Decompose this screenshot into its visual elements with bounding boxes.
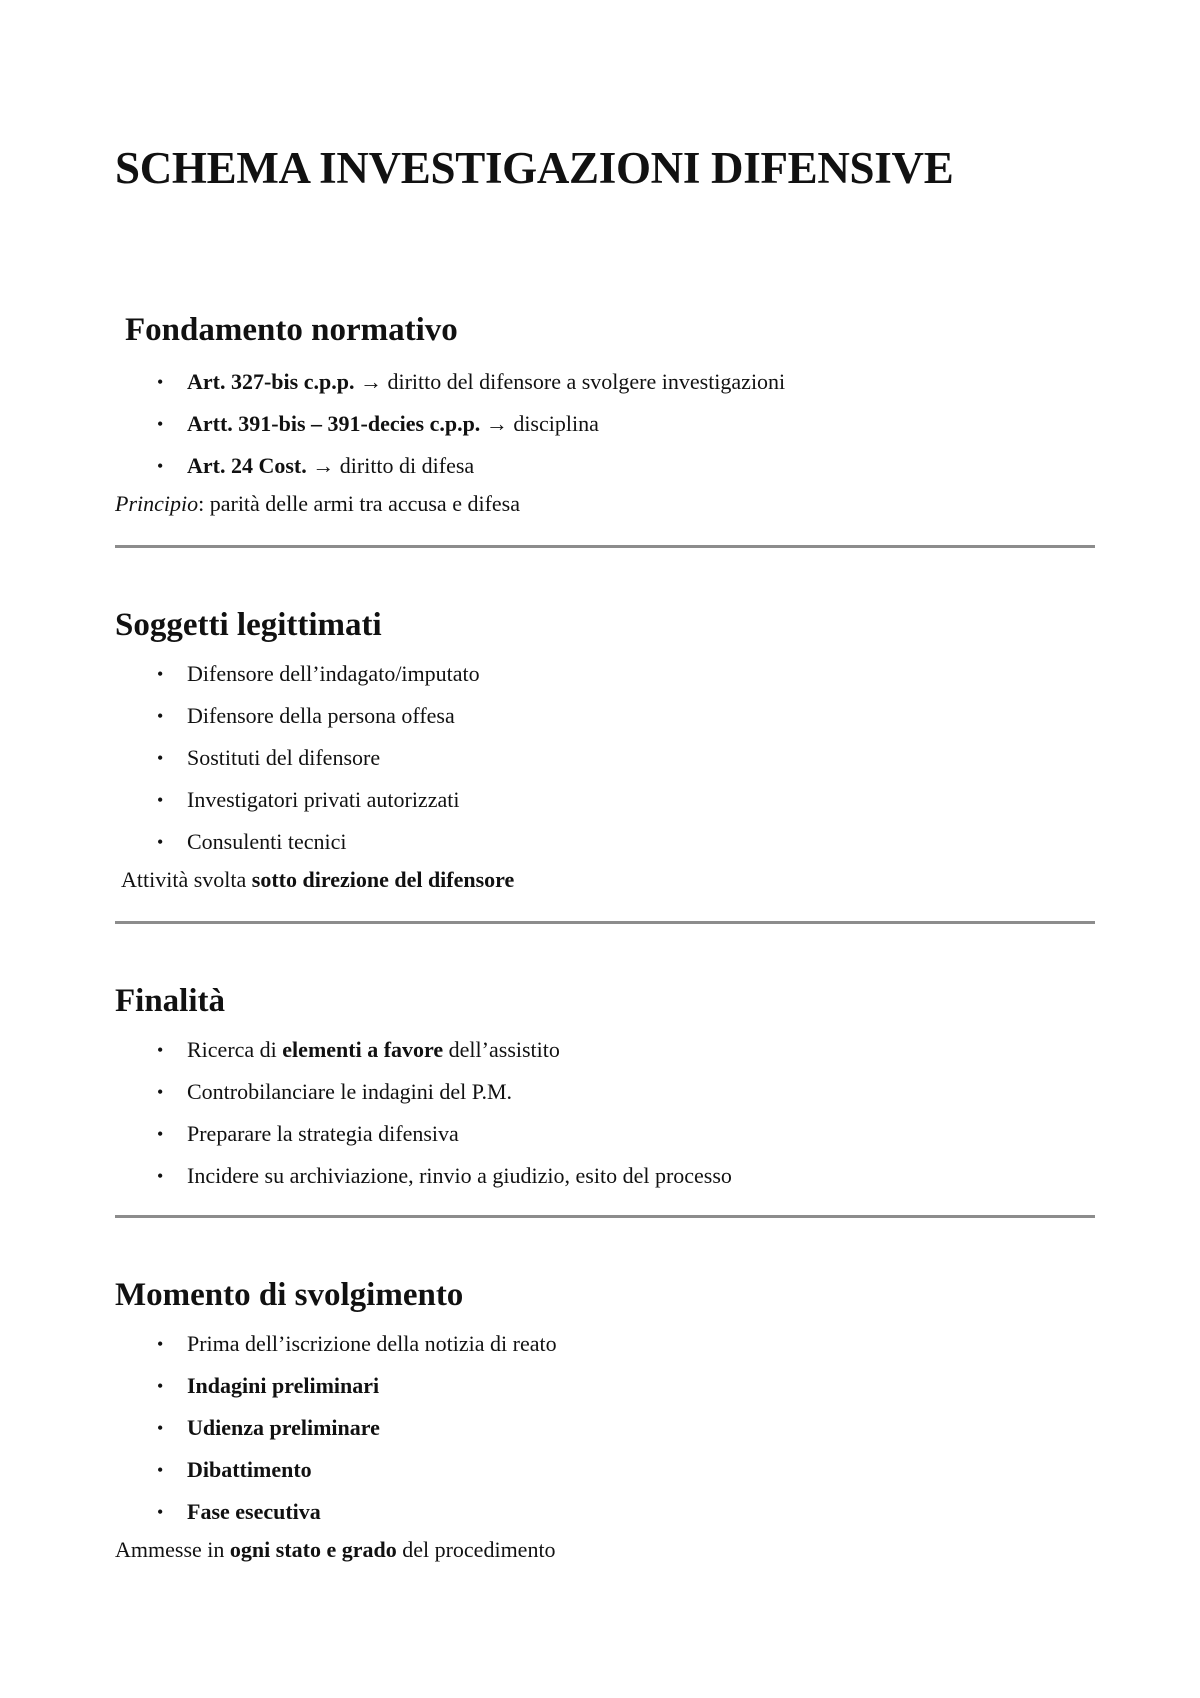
section-fondamento-normativo (115, 310, 1095, 519)
item-text: Ricerca di (187, 1037, 283, 1062)
bullet-icon: • (157, 1124, 164, 1144)
list-item (115, 361, 1095, 403)
note-text: : parità delle armi tra accusa e difesa (198, 491, 520, 516)
item-text: Prima dell’iscrizione della notizia di reato (187, 1331, 557, 1356)
item-text: Preparare la strategia difensiva (187, 1121, 459, 1146)
bullet-icon: • (157, 414, 164, 434)
list-item (115, 695, 1095, 737)
note-bold: sotto direzione del difensore (251, 867, 515, 892)
list-item (115, 403, 1095, 445)
section-soggetti-legittimati (115, 605, 1095, 895)
bullet-list (115, 1029, 1095, 1197)
bullet-icon: • (157, 1418, 164, 1438)
horizontal-divider (115, 921, 1095, 924)
bullet-list (115, 653, 1095, 863)
section-note (115, 489, 1095, 519)
item-text: Consulenti tecnici (187, 829, 347, 854)
list-item (115, 445, 1095, 487)
section-heading: Finalità (115, 983, 226, 1019)
item-bold: Udienza preliminare (187, 1415, 380, 1440)
bullet-icon: • (157, 1166, 164, 1186)
horizontal-divider (115, 1215, 1095, 1218)
bullet-icon: • (157, 706, 164, 726)
list-item (115, 1365, 1095, 1407)
item-text: → disciplina (480, 411, 599, 436)
bullet-icon: • (157, 456, 164, 476)
list-item (115, 821, 1095, 863)
item-bold: Artt. 391-bis – 391-decies c.p.p. (187, 411, 481, 436)
item-text: dell’assistito (443, 1037, 560, 1062)
list-item (115, 1113, 1095, 1155)
note-text: Ammesse in (115, 1537, 230, 1562)
bullet-list (115, 1323, 1095, 1533)
item-text: Difensore della persona offesa (187, 703, 455, 728)
item-text: Difensore dell’indagato/imputato (187, 661, 480, 686)
bullet-icon: • (157, 748, 164, 768)
bullet-icon: • (157, 1376, 164, 1396)
section-note (121, 865, 1095, 895)
bullet-icon: • (157, 664, 164, 684)
bullet-list (115, 361, 1095, 487)
item-bold: Dibattimento (187, 1457, 312, 1482)
note-text: del procedimento (396, 1537, 556, 1562)
section-note (115, 1535, 1095, 1565)
bullet-icon: • (157, 790, 164, 810)
list-item (115, 1323, 1095, 1365)
item-text: Sostituti del difensore (187, 745, 381, 770)
list-item (115, 1491, 1095, 1533)
list-item (115, 779, 1095, 821)
item-bold: Art. 24 Cost. (187, 453, 307, 478)
list-item (115, 1407, 1095, 1449)
list-item (115, 1029, 1095, 1071)
item-text: Controbilanciare le indagini del P.M. (187, 1079, 513, 1104)
bullet-icon: • (157, 1334, 164, 1354)
document-title: SCHEMA INVESTIGAZIONI DIFENSIVE (115, 143, 954, 193)
list-item (115, 653, 1095, 695)
note-bold: ogni stato e grado (229, 1537, 397, 1562)
bullet-icon: • (157, 1040, 164, 1060)
list-item (115, 1449, 1095, 1491)
horizontal-divider (115, 545, 1095, 548)
bullet-icon: • (157, 1460, 164, 1480)
note-text: Attività svolta (121, 867, 252, 892)
section-finalita (115, 981, 1095, 1197)
item-bold: Art. 327-bis c.p.p. (187, 369, 355, 394)
section-heading: Fondamento normativo (125, 312, 458, 348)
section-heading: Soggetti legittimati (115, 607, 382, 643)
item-text: Incidere su archiviazione, rinvio a giudizio, esito del processo (187, 1163, 732, 1188)
item-bold: Indagini preliminari (187, 1373, 380, 1398)
section-momento-di-svolgimento (115, 1275, 1095, 1565)
note-italic: Principio (115, 491, 199, 516)
list-item (115, 1155, 1095, 1197)
item-bold: Fase esecutiva (187, 1499, 321, 1524)
bullet-icon: • (157, 1502, 164, 1522)
item-bold: elementi a favore (282, 1037, 444, 1062)
item-text: → diritto del difensore a svolgere investigazioni (354, 369, 786, 394)
item-text: Investigatori privati autorizzati (187, 787, 460, 812)
item-text: → diritto di difesa (306, 453, 475, 478)
list-item (115, 737, 1095, 779)
bullet-icon: • (157, 372, 164, 392)
list-item (115, 1071, 1095, 1113)
section-heading: Momento di svolgimento (115, 1277, 464, 1313)
bullet-icon: • (157, 1082, 164, 1102)
bullet-icon: • (157, 832, 164, 852)
